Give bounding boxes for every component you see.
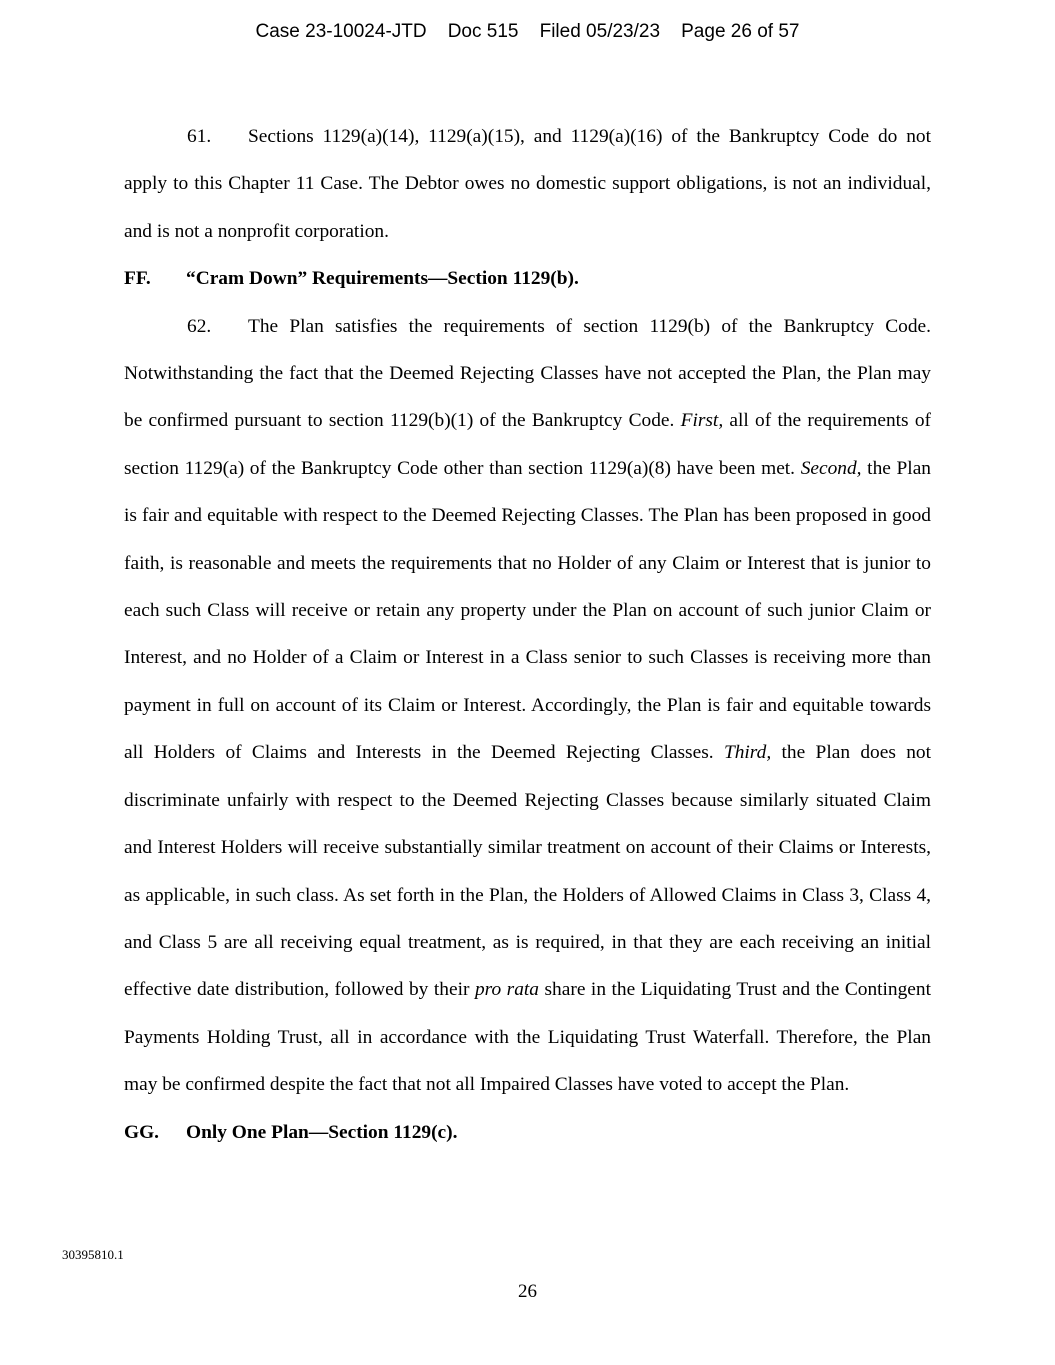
paragraph-text: Sections 1129(a)(14), 1129(a)(15), and 1129(a)(16) of the Bankruptcy Code do not apply to this Chapter 11 Case. The Debtor owes no domestic support obligations, is not an individual, and is not a nonprofit corporation. — [124, 126, 931, 242]
paragraph-number: 62. — [187, 315, 212, 337]
paragraph-62 — [124, 303, 931, 1109]
section-label: GG. — [124, 1121, 160, 1143]
section-heading-ff — [124, 255, 931, 302]
section-heading-gg — [124, 1109, 931, 1156]
emphasis-third: Third, — [723, 742, 772, 764]
paragraph-text: the Plan does not discriminate unfairly with respect to the Deemed Rejecting Classes because similarly situated Claim and Interest Holders will receive substantially similar treatment on account of their Claims or Interests, as applicable, in such class. As set forth in the Plan, the Holders of Allowed Claims in Class 3, Class 4, and Class 5 are all receiving equal treatment, as is required, in that they are each receiving an initial effective date distribution, followed by their — [124, 742, 932, 1001]
case-header: Case 23-10024-JTD Doc 515 Filed 05/23/23 Page 26 of 57 — [255, 21, 800, 42]
emphasis-second: Second, — [800, 457, 862, 479]
paragraph-text: all of the requirements of section 1129(a) of the Bankruptcy Code other than section 1129(a)(8) have been met. — [124, 410, 931, 479]
section-label: FF. — [124, 268, 151, 290]
section-title: “Cram Down” Requirements—Section 1129(b). — [186, 268, 579, 290]
paragraph-61 — [124, 113, 931, 255]
paragraph-number: 61. — [187, 126, 212, 147]
paragraph-text: The Plan satisfies the requirements of section 1129(b) of the Bankruptcy Code. Notwithstanding the fact that the Deemed Rejecting Classes have not accepted the Plan, the Plan may be confirmed pursuant to section 1129(b)(1) of the Bankruptcy Code. — [124, 315, 931, 432]
section-title: Only One Plan—Section 1129(c). — [186, 1121, 458, 1143]
paragraph-text: share in the Liquidating Trust and the Contingent Payments Holding Trust, all in accordance with the Liquidating Trust Waterfall. Therefore, the Plan may be confirmed despite the fact that not all Impaired Classes have voted to accept the Plan. — [124, 979, 931, 1096]
paragraph-text: the Plan is fair and equitable with respect to the Deemed Rejecting Classes. The Plan has been proposed in good faith, is reasonable and meets the requirements that no Holder of any Claim or Interest that is junior to each such Class will receive or retain any property under the Plan on account of such junior Claim or Interest, and no Holder of a Claim or Interest in a Class senior to such Classes is receiving more than payment in full on account of its Claim or Interest. Accordingly, the Plan is fair and equitable towards all Holders of Claims and Interests in the Deemed Rejecting Classes. — [124, 457, 931, 764]
emphasis-first: First, — [680, 410, 724, 432]
page-number: 26 — [518, 1281, 537, 1302]
document-body — [124, 113, 931, 1156]
document-id: 30395810.1 — [62, 1247, 124, 1262]
emphasis-pro-rata: pro rata — [474, 979, 539, 1001]
